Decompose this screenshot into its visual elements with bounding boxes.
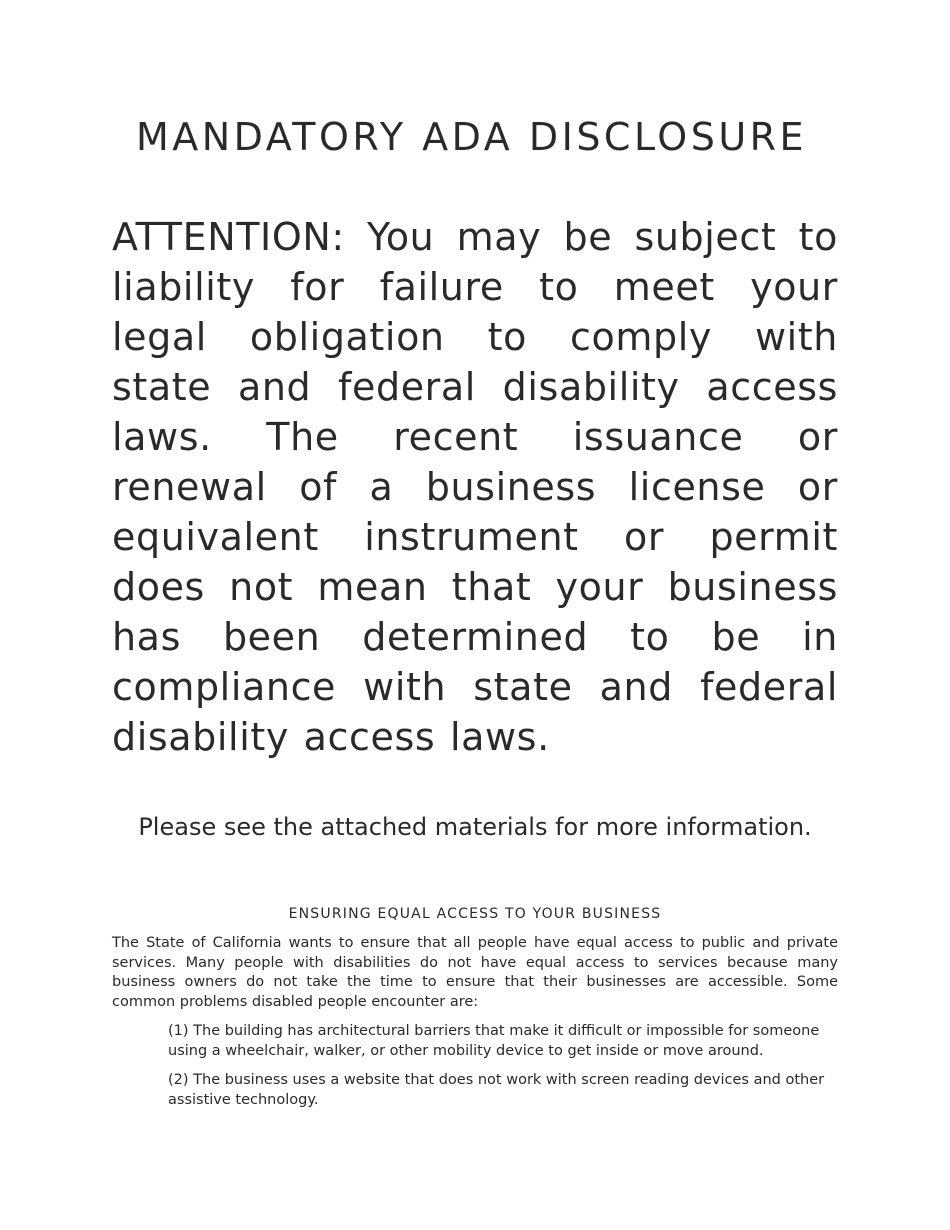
problem-item: (1) The building has architectural barriers that make it difficult or impossible for someone using a wheelchair, walker, or other mobility device to get inside or move around.: [168, 1023, 820, 1059]
attention-notice: ATTENTION: You may be subject to liability for failure to meet your legal obligation to comply with state and federal disability access laws. The recent issuance or renewal of a business license or equivalent instrument or permit does not mean that your business has been determined to be in compliance with state and federal disability access laws.: [112, 215, 838, 759]
see-attached-note: Please see the attached materials for more information.: [138, 813, 812, 841]
document-title: MANDATORY ADA DISCLOSURE: [135, 115, 808, 159]
section-intro: The State of California wants to ensure that all people have equal access to public and private services. Many people with disabilities do not have equal access to services because many business owners do not take the time to ensure that their businesses are accessible. Some common problems disabled people encounter are:: [112, 935, 838, 1010]
section-heading: ENSURING EQUAL ACCESS TO YOUR BUSINESS: [288, 906, 662, 922]
problem-item: (2) The business uses a website that does not work with screen reading devices and other assistive technology.: [168, 1072, 825, 1108]
